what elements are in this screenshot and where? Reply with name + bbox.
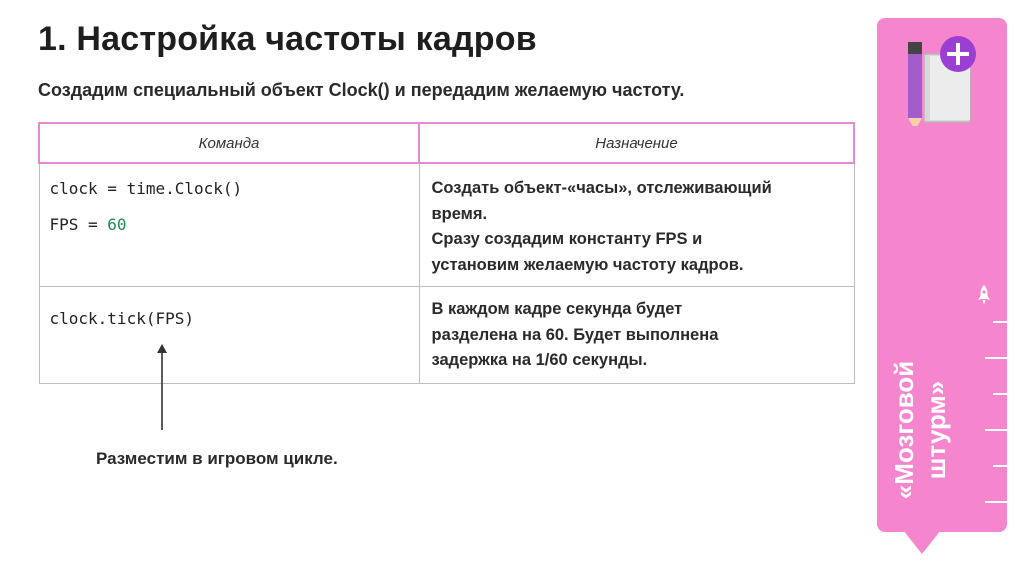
- code-text: FPS =: [49, 215, 108, 234]
- description-text: [420, 287, 854, 374]
- notebook-pencil-plus-icon: [900, 34, 980, 126]
- page-subtitle: Создадим специальный объект Clock() и передадим желаемую частоту.: [38, 80, 685, 100]
- rocket-icon: [975, 284, 993, 306]
- code-cell: [39, 163, 419, 287]
- table-header-row: [39, 123, 854, 163]
- brand-line: «Мозговой: [889, 360, 919, 500]
- ruler-tick: [985, 357, 1007, 359]
- ruler-tick: [985, 501, 1007, 503]
- brand-line: штурм»: [921, 380, 951, 480]
- code-block: [40, 164, 419, 243]
- code-line: clock.tick(FPS): [49, 309, 194, 328]
- code-line: [50, 207, 419, 243]
- description-line: задержка на 1/60 секунды.: [431, 351, 648, 369]
- description-cell: [419, 163, 854, 287]
- ruler-tick: [985, 429, 1007, 431]
- arrow-up-icon: [154, 344, 170, 430]
- page-title: 1. Настройка частоты кадров: [38, 20, 537, 58]
- description-line: время.: [431, 204, 488, 223]
- description-line: установим желаемую частоту кадров.: [431, 255, 744, 274]
- code-line: clock = time.Clock(): [49, 179, 243, 198]
- annotation-note: Разместим в игровом цикле.: [96, 449, 338, 468]
- description-text: [420, 164, 854, 278]
- brand-name: [888, 361, 952, 499]
- column-header-purpose: Назначение: [419, 123, 854, 163]
- description-line: В каждом кадре секунда будет: [431, 300, 683, 318]
- code-block: [40, 287, 419, 337]
- ruler-tick: [993, 465, 1007, 467]
- code-cell: [39, 287, 419, 384]
- ruler-tick: [993, 321, 1007, 323]
- description-line: Создать объект-«часы», отслеживающий: [431, 179, 772, 197]
- description-cell: [419, 287, 854, 384]
- description-line: Сразу создадим константу FPS и: [431, 230, 703, 248]
- column-header-command: Команда: [39, 123, 419, 163]
- table-row: [39, 163, 854, 287]
- sidebar-pointer: [903, 530, 941, 554]
- ruler-tick: [993, 393, 1007, 395]
- code-number-literal: 60: [107, 215, 127, 234]
- description-line: разделена на 60. Будет выполнена: [431, 325, 719, 344]
